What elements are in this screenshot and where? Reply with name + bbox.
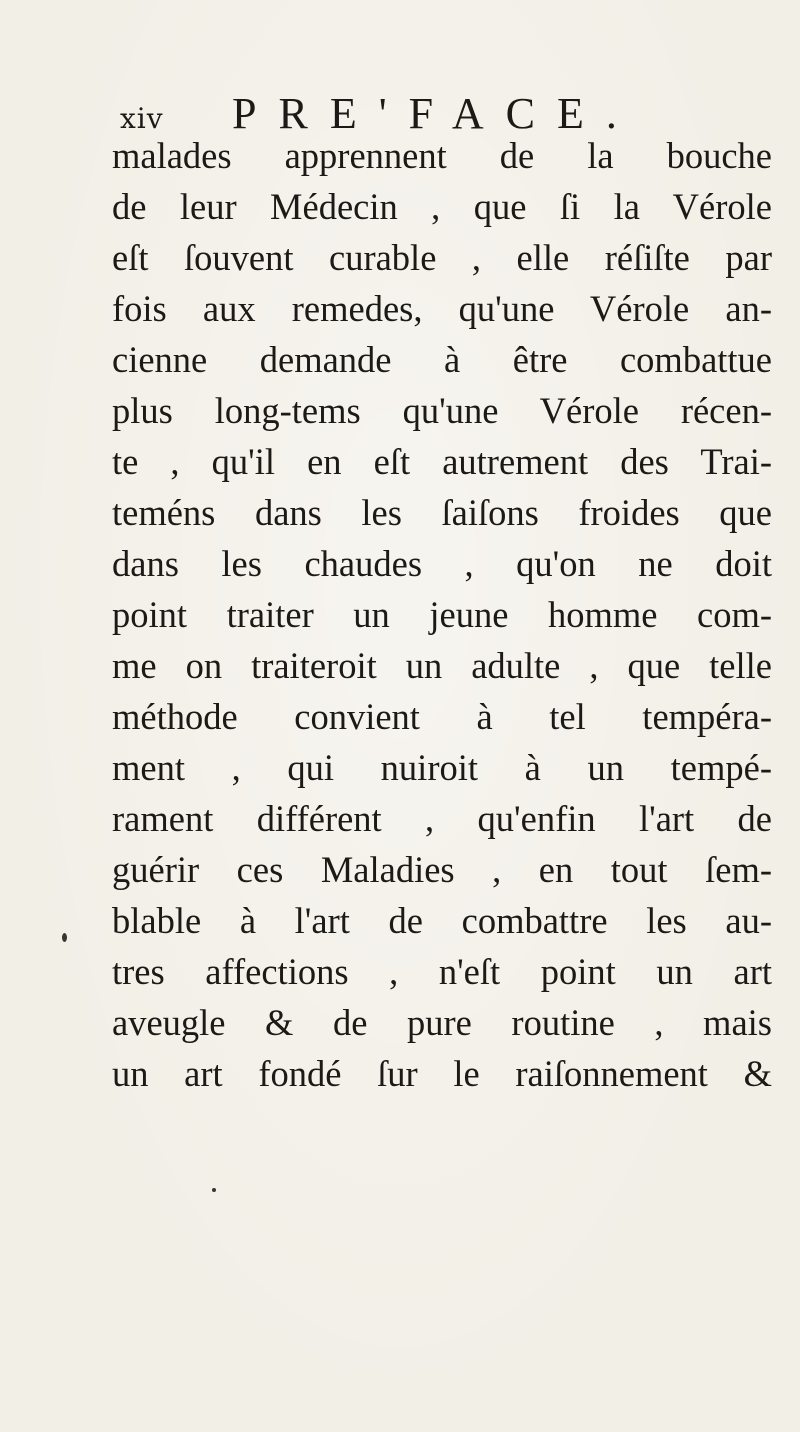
text-line: rament différent , qu'enfin l'art de [112, 798, 772, 839]
text-line: blable à l'art de combattre les au- [112, 900, 772, 941]
text-line: eſt ſouvent curable , elle réſiſte par [112, 237, 772, 278]
ink-speck [212, 1188, 216, 1192]
running-title: PRE'FACE. [232, 89, 639, 138]
text-line: teméns dans les ſaiſons froides que [112, 492, 772, 533]
text-line: fois aux remedes, qu'une Vérole an- [112, 288, 772, 329]
text-line: te , qu'il en eſt autrement des Trai- [112, 441, 772, 482]
text-line: tres affections , n'eſt point un art [112, 951, 772, 992]
text-line: malades apprennent de la bouche [112, 135, 772, 176]
text-line: méthode convient à tel tempéra- [112, 696, 772, 737]
text-line: point traiter un jeune homme com- [112, 594, 772, 635]
text-line: ment , qui nuiroit à un tempé- [112, 747, 772, 788]
body-text [112, 130, 772, 1099]
text-line: dans les chaudes , qu'on ne doit [112, 543, 772, 584]
text-line: cienne demande à être combattue [112, 339, 772, 380]
ink-speck [62, 933, 67, 942]
text-line: de leur Médecin , que ſi la Vérole [112, 186, 772, 227]
page-number: xiv [120, 102, 164, 135]
text-line: guérir ces Maladies , en tout ſem- [112, 849, 772, 890]
text-line: aveugle & de pure routine , mais [112, 1002, 772, 1043]
text-line: un art fondé ſur le raiſonnement & [112, 1053, 772, 1094]
text-line: me on traiteroit un adulte , que telle [112, 645, 772, 686]
text-line: plus long-tems qu'une Vérole récen- [112, 390, 772, 431]
